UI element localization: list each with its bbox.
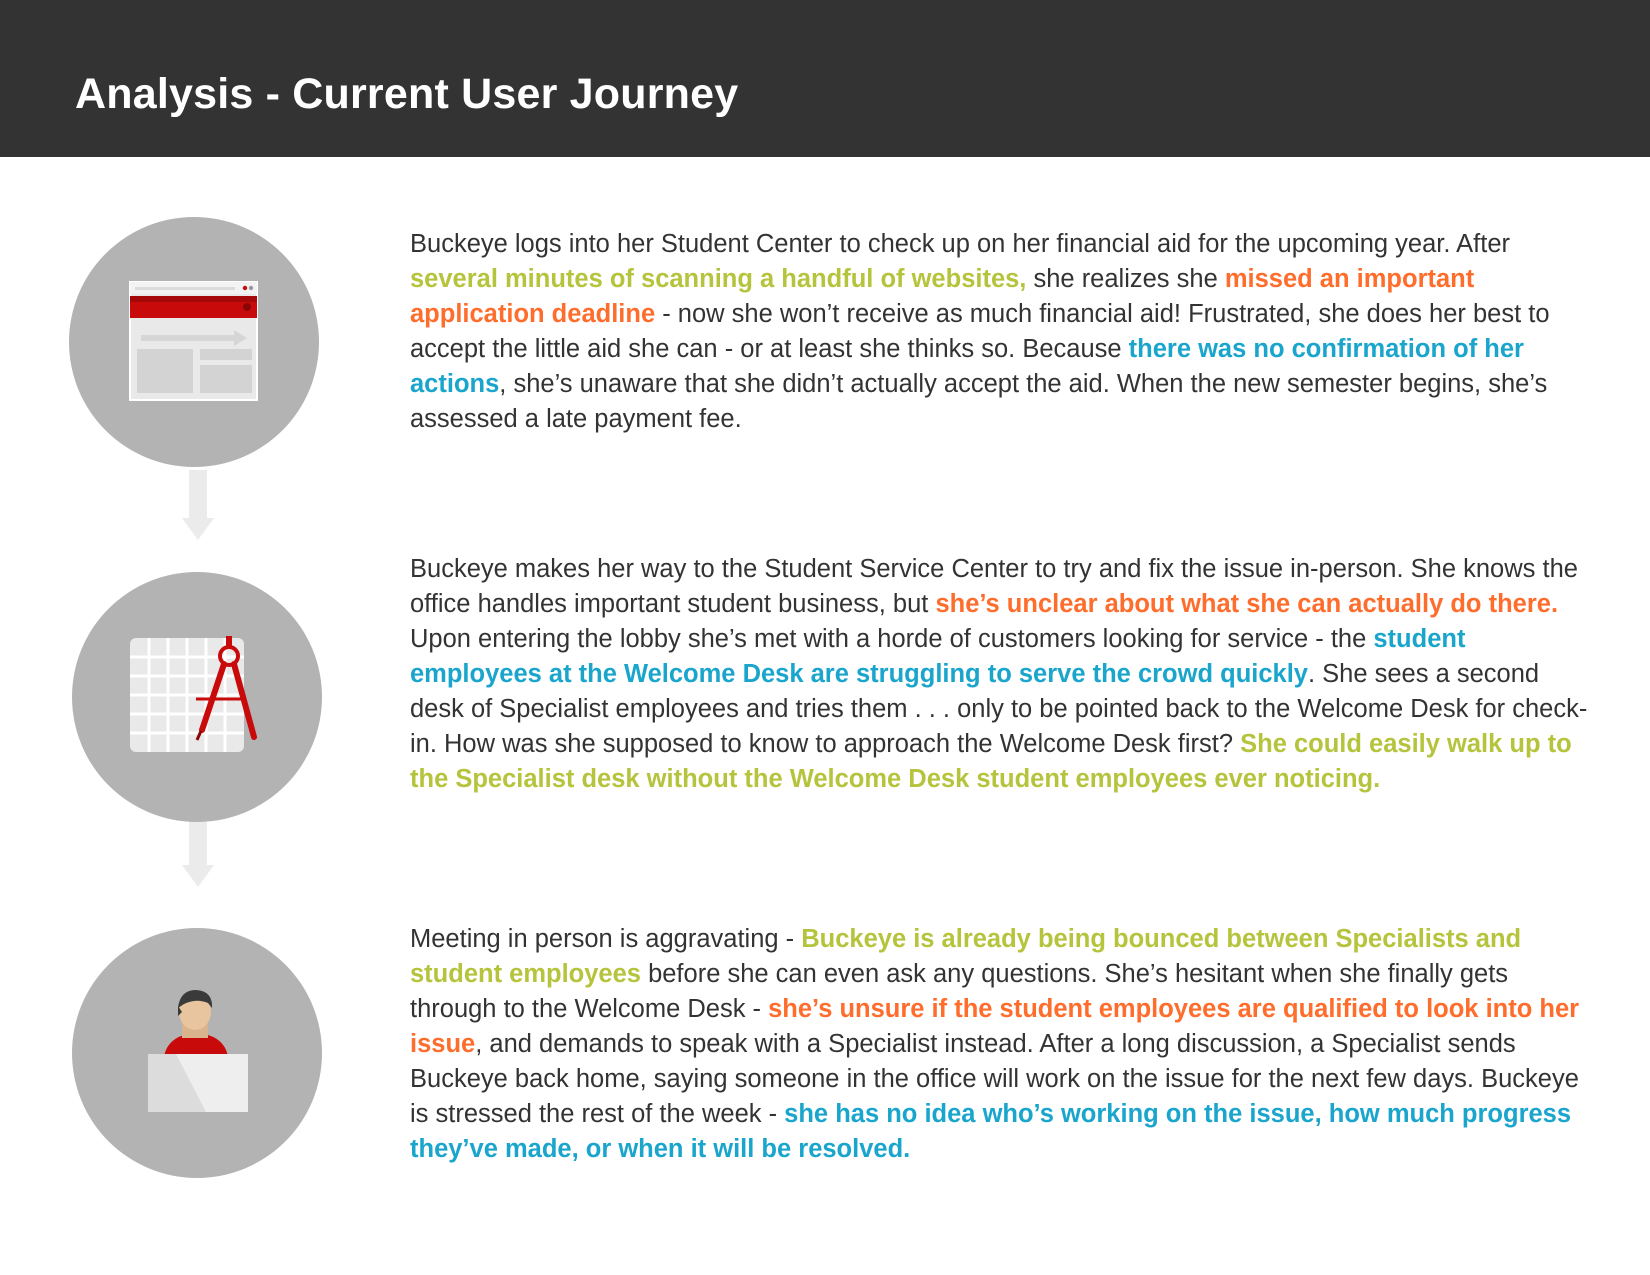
step-2-text (410, 552, 1590, 797)
step-1-circle (69, 217, 319, 467)
highlight-blue: she has no idea who’s working on the issue, how much progress they’ve made, or when it will be resolved. (410, 1100, 1572, 1163)
step-3-circle (72, 928, 322, 1178)
plain-text: before she can even ask any questions. She’s hesitant when she finally gets through to the Welcome Desk - (410, 960, 1509, 1023)
step-2-circle (72, 572, 322, 822)
person-at-desk-icon (72, 928, 322, 1178)
highlight-blue: there was no confirmation of her actions (410, 335, 1524, 398)
highlight-green: Buckeye is already being bounced between Specialists and student employees (410, 925, 1522, 988)
plain-text: Buckeye logs into her Student Center to check up on her financial aid for the upcoming year. After (410, 230, 1510, 258)
plain-text: - now she won’t receive as much financial aid! Frustrated, she does her best to accept the little aid she can - or at least she thinks so. Because (410, 300, 1550, 363)
highlight-green: several minutes of scanning a handful of websites, (410, 265, 1027, 293)
highlight-green: She could easily walk up to the Specialist desk without the Welcome Desk student employees ever noticing. (410, 730, 1572, 793)
plain-text: Buckeye makes her way to the Student Service Center to try and fix the issue in-person. She knows the office handles important student business, but (410, 555, 1578, 618)
step-connector (189, 470, 207, 520)
plain-text: Meeting in person is aggravating - (410, 925, 802, 953)
page-header (0, 0, 1650, 157)
browser-window-icon (69, 217, 319, 467)
plain-text: Upon entering the lobby she’s met with a horde of customers looking for service - the (410, 625, 1374, 653)
highlight-orange: she’s unclear about what she can actually do there. (935, 590, 1559, 618)
step-connector (189, 822, 207, 867)
highlight-orange: missed an important application deadline (410, 265, 1475, 328)
page-title: Analysis - Current User Journey (75, 70, 739, 118)
highlight-blue: student employees at the Welcome Desk are struggling to serve the crowd quickly (410, 625, 1466, 688)
plain-text: she realizes she (1026, 265, 1225, 293)
connector-arrow-icon (182, 518, 214, 540)
plain-text: , and demands to speak with a Specialist instead. After a long discussion, a Specialist sends Buckeye back home, saying someone in the office will work on the issue for the next few days. Buckeye is stressed the rest of the week - (410, 1030, 1579, 1128)
step-1-text (410, 227, 1590, 437)
step-3-text (410, 922, 1590, 1167)
connector-arrow-icon (182, 865, 214, 887)
plain-text: . She sees a second desk of Specialist employees and tries them . . . only to be pointed back to the Welcome Desk for check-in. How was she supposed to know to approach the Welcome Desk first? (410, 660, 1588, 758)
highlight-orange: she’s unsure if the student employees are qualified to look into her issue (410, 995, 1580, 1058)
floor-plan-compass-icon (72, 572, 322, 822)
plain-text: , she’s unaware that she didn’t actually accept the aid. When the new semester begins, she’s assessed a late payment fee. (410, 370, 1548, 433)
